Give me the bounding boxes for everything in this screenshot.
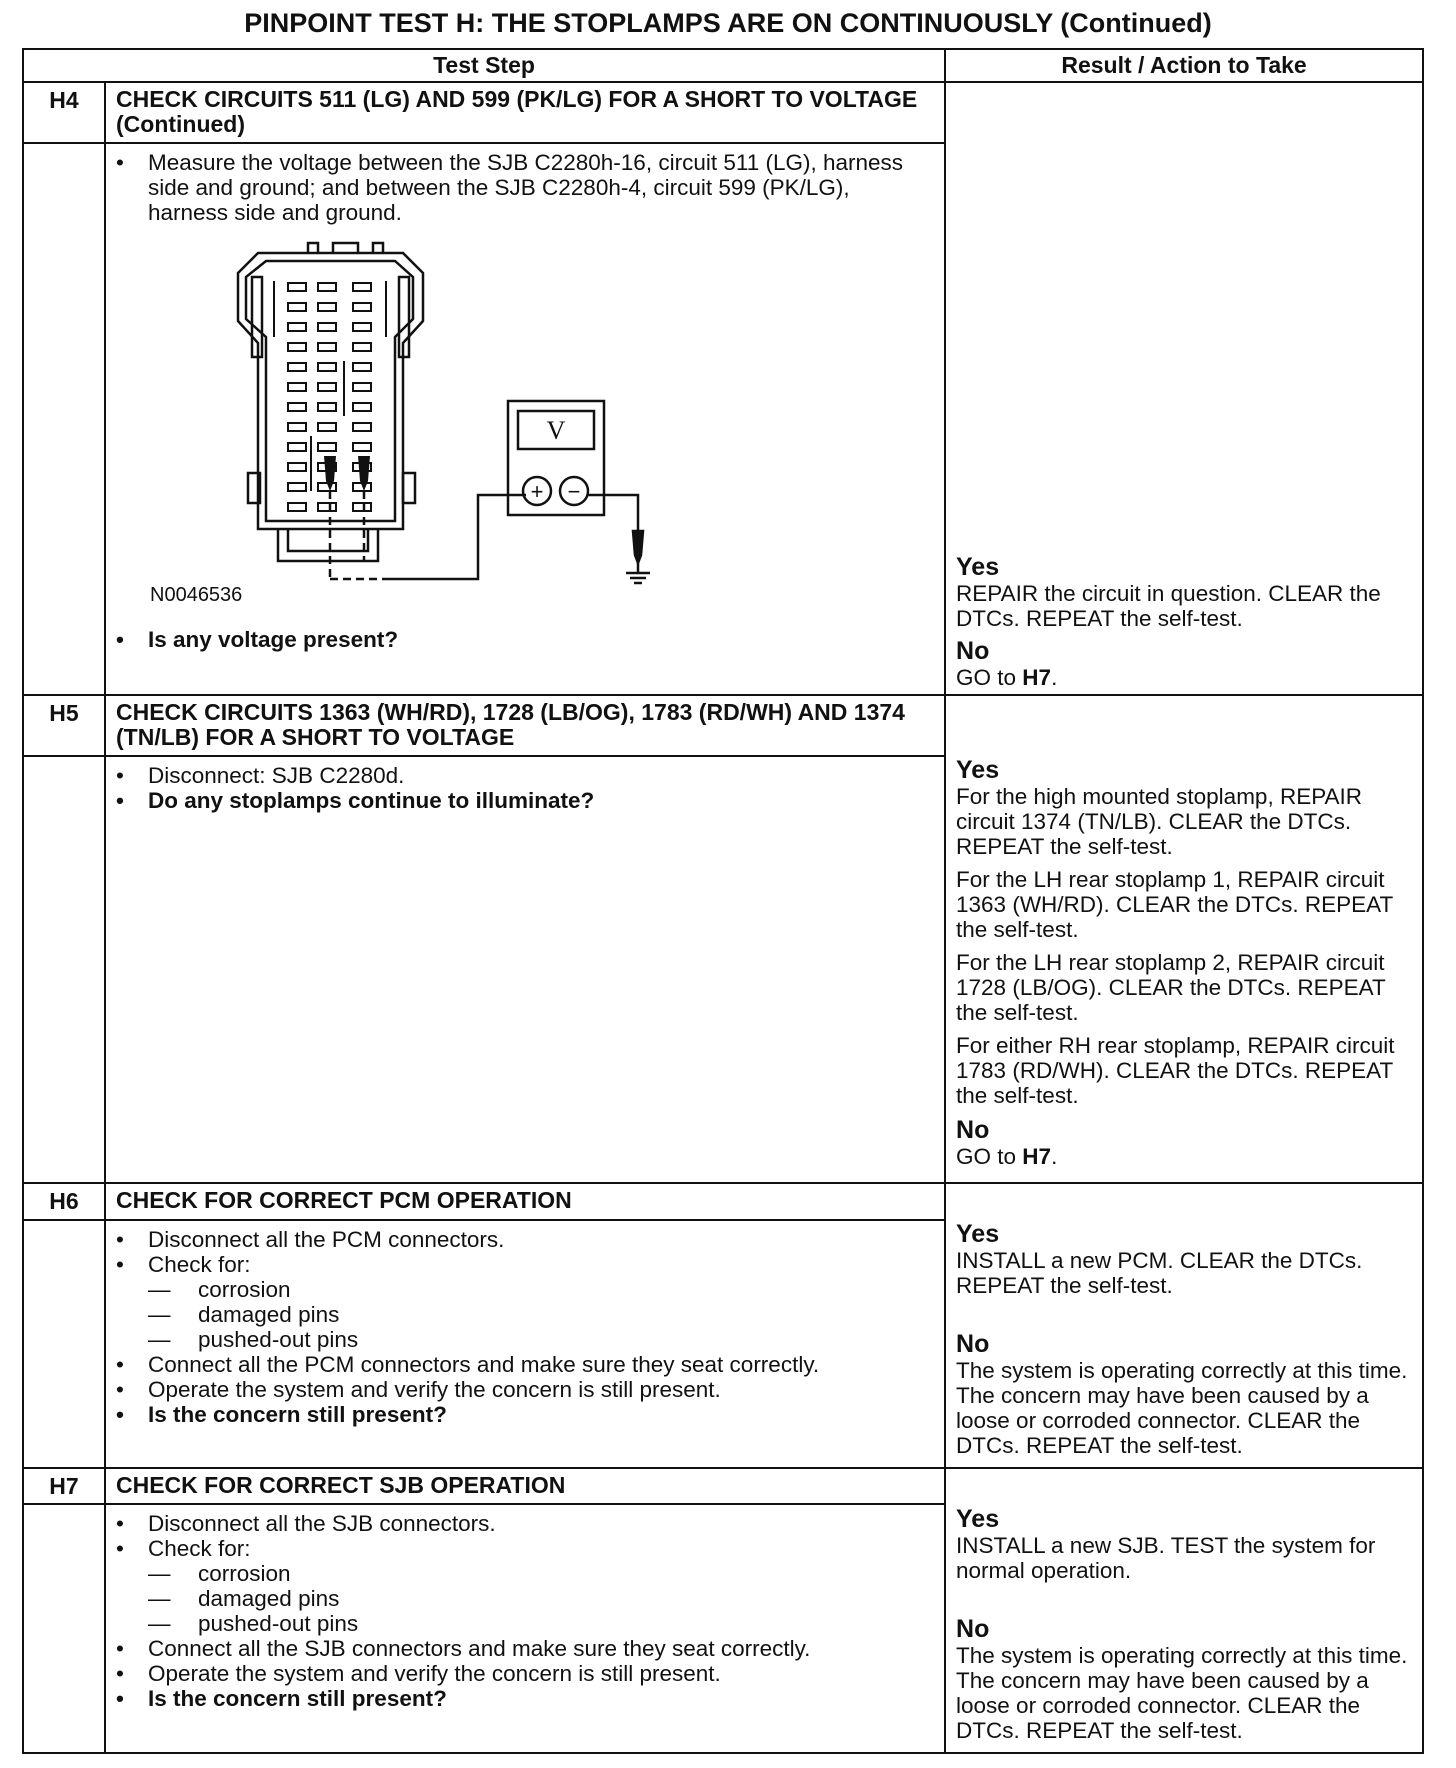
result-h5-yes-3: For the LH rear stoplamp 2, REPAIR circuit 1728 (LB/OG). CLEAR the DTCs. REPEAT the self-test.	[956, 949, 1386, 1025]
h5-question: • Do any stoplamps continue to illuminate?	[148, 788, 934, 813]
step-title-h6: CHECK FOR CORRECT PCM OPERATION	[105, 1183, 945, 1219]
no-prefix: GO to	[956, 664, 1023, 690]
no-label: No	[956, 1115, 990, 1144]
header-result: Result / Action to Take	[945, 49, 1423, 82]
goto-h7-link: H7	[1022, 664, 1052, 690]
step-h5-id-spacer	[23, 756, 105, 1183]
h5-bullet-1: • Disconnect: SJB C2280d.	[148, 763, 934, 788]
yes-label: Yes	[956, 755, 1000, 784]
h7-bullet-4: • Operate the system and verify the concern is still present.	[148, 1661, 934, 1686]
h6-question: • Is the concern still present?	[148, 1402, 934, 1427]
h4-question: • Is any voltage present?	[148, 627, 934, 652]
pinpoint-test-table	[22, 48, 1424, 1754]
step-id-h6: H6	[23, 1183, 105, 1219]
h7-subitem-1: — corrosion	[148, 1561, 934, 1586]
step-body-h6	[105, 1220, 945, 1469]
meter-leads	[388, 495, 638, 579]
h7-question: • Is the concern still present?	[148, 1686, 934, 1711]
no-suffix: .	[1051, 664, 1058, 690]
no-label: No	[956, 1330, 990, 1359]
header-test-step: Test Step	[23, 49, 945, 82]
h7-bullet-1: • Disconnect all the SJB connectors.	[148, 1511, 934, 1536]
result-h5-yes-1: For the high mounted stoplamp, REPAIR circuit 1374 (TN/LB). CLEAR the DTCs. REPEAT the self-test.	[956, 783, 1363, 859]
no-label: No	[956, 1615, 990, 1644]
page-title: PINPOINT TEST H: THE STOPLAMPS ARE ON CONTINUOUSLY (Continued)	[244, 8, 1212, 38]
result-h6-yes-text: INSTALL a new PCM. CLEAR the DTCs. REPEAT the self-test.	[956, 1248, 1363, 1299]
no-suffix: .	[1051, 1143, 1058, 1169]
connector-diagram-svg	[148, 241, 708, 621]
connector-latch-top	[308, 243, 383, 253]
h7-subitem-2: — damaged pins	[148, 1586, 934, 1611]
result-h6-no-text: The system is operating correctly at this time. The concern may have been caused by a loose or corroded connector. CLEAR the DTCs. REPEAT the self-test.	[956, 1358, 1408, 1459]
ground-symbol	[626, 531, 650, 583]
no-label: No	[956, 636, 990, 665]
result-h5-no-text	[956, 1144, 1414, 1169]
step-title-h7: CHECK FOR CORRECT SJB OPERATION	[105, 1468, 945, 1504]
step-h7-title-row	[23, 1468, 1423, 1504]
result-h5-yes-2: For the LH rear stoplamp 1, REPAIR circuit 1363 (WH/RD). CLEAR the DTCs. REPEAT the self-test.	[956, 866, 1393, 942]
h7-bullet-2: • Check for:	[148, 1536, 934, 1561]
result-h7-no-text: The system is operating correctly at this time. The concern may have been caused by a loose or corroded connector. CLEAR the DTCs. REPEAT the self-test.	[956, 1643, 1408, 1744]
step-id-h4: H4	[23, 82, 105, 143]
h7-bullet-3: • Connect all the SJB connectors and make sure they seat correctly.	[148, 1636, 934, 1661]
result-h7-yes-text: INSTALL a new SJB. TEST the system for normal operation.	[956, 1533, 1376, 1584]
h7-subitem-3: — pushed-out pins	[148, 1611, 934, 1636]
h6-subitem-1: — corrosion	[148, 1277, 934, 1302]
h6-bullet-2: • Check for:	[148, 1252, 934, 1277]
result-h4	[945, 82, 1423, 695]
step-title-h5: CHECK CIRCUITS 1363 (WH/RD), 1728 (LB/OG), 1783 (RD/WH) AND 1374 (TN/LB) FOR A SHORT TO VOLTAGE	[105, 695, 945, 756]
connector-voltmeter-diagram	[148, 241, 708, 621]
h6-bullet-3: • Connect all the PCM connectors and make sure they seat correctly.	[148, 1352, 934, 1377]
dashed-leads	[330, 491, 388, 579]
h6-bullet-4: • Operate the system and verify the concern is still present.	[148, 1377, 934, 1402]
step-id-h5: H5	[23, 695, 105, 756]
step-body-h7	[105, 1504, 945, 1753]
step-id-h7: H7	[23, 1468, 105, 1504]
h6-subitem-2: — damaged pins	[148, 1302, 934, 1327]
connector-bottom-inner	[288, 529, 368, 551]
result-h7	[945, 1468, 1423, 1753]
result-h5	[945, 695, 1423, 1183]
meter-v-label: V	[546, 415, 566, 445]
h4-instruction: • Measure the voltage between the SJB C2280h-16, circuit 511 (LG), harness side and ground; and between the SJB C2280h-4, circuit 599 (PK/LG), harness side and ground.	[148, 150, 934, 225]
result-h5-yes-4: For either RH rear stoplamp, REPAIR circuit 1783 (RD/WH). CLEAR the DTCs. REPEAT the self-test.	[956, 1032, 1395, 1108]
figure-id: N0046536	[150, 583, 243, 606]
step-h6-title-row	[23, 1183, 1423, 1219]
goto-h7-link: H7	[1022, 1143, 1052, 1169]
right-side-tab	[403, 473, 415, 503]
step-h4-title-row	[23, 82, 1423, 143]
probes	[324, 456, 370, 491]
step-h7-id-spacer	[23, 1504, 105, 1753]
step-h5-title-row	[23, 695, 1423, 756]
table-header-row	[23, 49, 1423, 82]
result-h4-yes-text: REPAIR the circuit in question. CLEAR the DTCs. REPEAT the self-test.	[956, 580, 1381, 631]
plus-sign: +	[530, 478, 544, 504]
yes-label: Yes	[956, 1220, 1000, 1249]
yes-label: Yes	[956, 1505, 1000, 1534]
result-h6	[945, 1183, 1423, 1468]
step-h6-id-spacer	[23, 1220, 105, 1469]
step-body-h5	[105, 756, 945, 1183]
step-h4-id-spacer	[23, 143, 105, 695]
yes-label: Yes	[956, 552, 1000, 581]
step-body-h4	[105, 143, 945, 695]
h6-subitem-3: — pushed-out pins	[148, 1327, 934, 1352]
result-h4-no-text	[956, 665, 1414, 690]
no-prefix: GO to	[956, 1143, 1023, 1169]
h6-bullet-1: • Disconnect all the PCM connectors.	[148, 1227, 934, 1252]
minus-sign: −	[567, 478, 581, 504]
step-title-h4: CHECK CIRCUITS 511 (LG) AND 599 (PK/LG) FOR A SHORT TO VOLTAGE (Continued)	[105, 82, 945, 143]
